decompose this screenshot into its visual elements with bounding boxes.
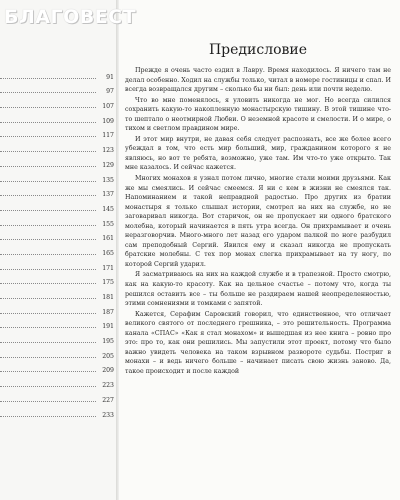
toc-row: [0, 286, 114, 301]
toc-leader-dots: [0, 135, 96, 137]
toc-page-number: 233: [102, 411, 114, 419]
toc-row: [0, 125, 114, 140]
toc-leader-dots: [0, 194, 96, 196]
toc-leader-dots: [0, 400, 96, 402]
toc-page-number: 165: [102, 249, 114, 257]
paragraph: Кажется, Серафим Саровский говорил, что единственное, что отличает великого святого от последнего грешника, – это решительность. Программа канала «СПАС» «Как я стал монахом» и вышедшая из нее книга – ровно про это: про то, как они решились. Мы запустили этот проект, потому что было важно увидеть человека на таком взрывном развороте судьбы. Постриг в монахи – и ведь ничего больше – начинает писать свою жизнь заново. Да, такое происходит и после каждой: [125, 310, 391, 375]
toc-page-number: 175: [102, 279, 114, 287]
paragraph: И этот мир внутри, не давая себя следует распознать, все же более всего убеждал в том, что есть мир больший, мир, гражданином которого я не являюсь, но вот те ребята, возможно, уже там. Им что-то уже открыто. Так мне казалось. И сейчас кажется.: [125, 135, 391, 172]
toc-leader-dots: [0, 282, 96, 284]
toc-row: [0, 345, 114, 360]
toc-row: [0, 228, 114, 243]
toc-leader-dots: [0, 238, 96, 240]
toc-page-number: 97: [106, 88, 114, 96]
paragraph: Многих монахов я узнал потом лично, многие стали моими друзьями. Как же мы смеялись. И сейчас смеемся. Я ни с кем в жизни не смеялся так. Напоминанием и такой неправдной радостью. Про других из братии монастыря я только слышал истории, смотрел на них на службе, но не заговаривал никогда. Вот старичок, он не пропускает ни одного братского молебна, который начинается в пять утра всегда. Он прихрамывает и очень неразговорчив. Много-много лет назад его ударом палкой по ноге разбудил сам преподобный Сергий. Явился ему и сказал никогда не пропускать братские молебны. С тех пор монах слегка прихрамывает на ту ногу, по которой Сергий ударил.: [125, 175, 391, 268]
toc-page-number: 171: [102, 264, 114, 272]
toc-leader-dots: [0, 91, 96, 93]
paragraph: Прежде я очень часто ездил в Лавру. Время находилось. Я ничего там не делал особенно. Ходил на службы только, читал в номере гостиницы и спал. И всегда возвращался другим – сколько бы ни был: день или почти неделю.: [125, 67, 391, 94]
paragraph: Я засматриваюсь на них на каждой службе и в трапезной. Просто смотрю, как на какую-то красоту. Как на цельное счастье – потому что, когда ты решился оставить все – ты больше не раздираем нашей неопределенностью, этими сомнениями и томками с запятой.: [125, 271, 391, 308]
toc-page-number: 117: [102, 132, 114, 140]
toc-page-number: 129: [102, 161, 114, 169]
toc-leader-dots: [0, 253, 96, 255]
toc-leader-dots: [0, 385, 96, 387]
toc-row: [0, 360, 114, 375]
toc-page-number: 137: [102, 191, 114, 199]
toc-leader-dots: [0, 150, 96, 152]
toc-leader-dots: [0, 341, 96, 343]
toc-row: [0, 213, 114, 228]
toc-page-number: 227: [102, 396, 114, 404]
toc-page-number: 223: [102, 382, 114, 390]
toc-row: [0, 242, 114, 257]
toc-row: [0, 330, 114, 345]
toc-leader-dots: [0, 268, 96, 270]
toc-row: [0, 389, 114, 404]
left-page: [0, 0, 118, 500]
toc-row: [0, 316, 114, 331]
toc-page-number: 145: [102, 205, 114, 213]
toc-leader-dots: [0, 312, 96, 314]
toc-row: [0, 139, 114, 154]
toc-row: [0, 374, 114, 389]
toc-row: [0, 66, 114, 81]
toc-row: [0, 272, 114, 287]
toc-page-number: 205: [102, 352, 114, 360]
toc-leader-dots: [0, 180, 96, 182]
toc-row: [0, 404, 114, 419]
toc-page-number: 209: [102, 367, 114, 375]
body-text: [125, 66, 391, 496]
toc-leader-dots: [0, 121, 96, 123]
toc-leader-dots: [0, 209, 96, 211]
toc-page-number: 181: [102, 294, 114, 301]
toc-leader-dots: [0, 326, 96, 328]
toc-page-number: 187: [102, 308, 114, 316]
toc-leader-dots: [0, 415, 96, 417]
page-title: Предисловие: [208, 42, 308, 58]
toc-page-number: 195: [102, 338, 114, 346]
toc-page-number: 135: [102, 176, 114, 184]
toc-row: [0, 95, 114, 110]
toc-row: [0, 169, 114, 184]
toc-row: [0, 301, 114, 316]
toc-row: [0, 154, 114, 169]
toc-leader-dots: [0, 106, 96, 108]
toc-page-number: 107: [102, 103, 114, 111]
toc-leader-dots: [0, 165, 96, 167]
toc-page-number: 191: [102, 323, 114, 331]
toc-leader-dots: [0, 370, 96, 372]
toc-page-number: 161: [102, 235, 114, 243]
toc-leader-dots: [0, 297, 96, 299]
toc-row: [0, 81, 114, 96]
watermark-logo: БЛАГОВЕСТ: [4, 6, 137, 28]
toc-page-number: 91: [106, 73, 114, 81]
toc-leader-dots: [0, 356, 96, 358]
toc-leader-dots: [0, 77, 96, 79]
toc-page-number: 123: [102, 147, 114, 155]
toc-page-number: 109: [102, 117, 114, 125]
toc-row: [0, 198, 114, 213]
toc-row: [0, 184, 114, 199]
toc-leader-dots: [0, 224, 96, 226]
toc-page-number: 155: [102, 220, 114, 228]
toc-row: [0, 257, 114, 272]
table-of-contents: [0, 66, 114, 419]
toc-row: [0, 110, 114, 125]
paragraph: Что во мне поменялось, я уловить никогда не мог. Но всегда силился сохранить какую-то накопленную монастырскую тишину. В этой тишине что-то шептало о неотмирной Любви. О неземной красоте и смелости. И о мире, о тихом и светлом правдином мире.: [125, 96, 391, 133]
